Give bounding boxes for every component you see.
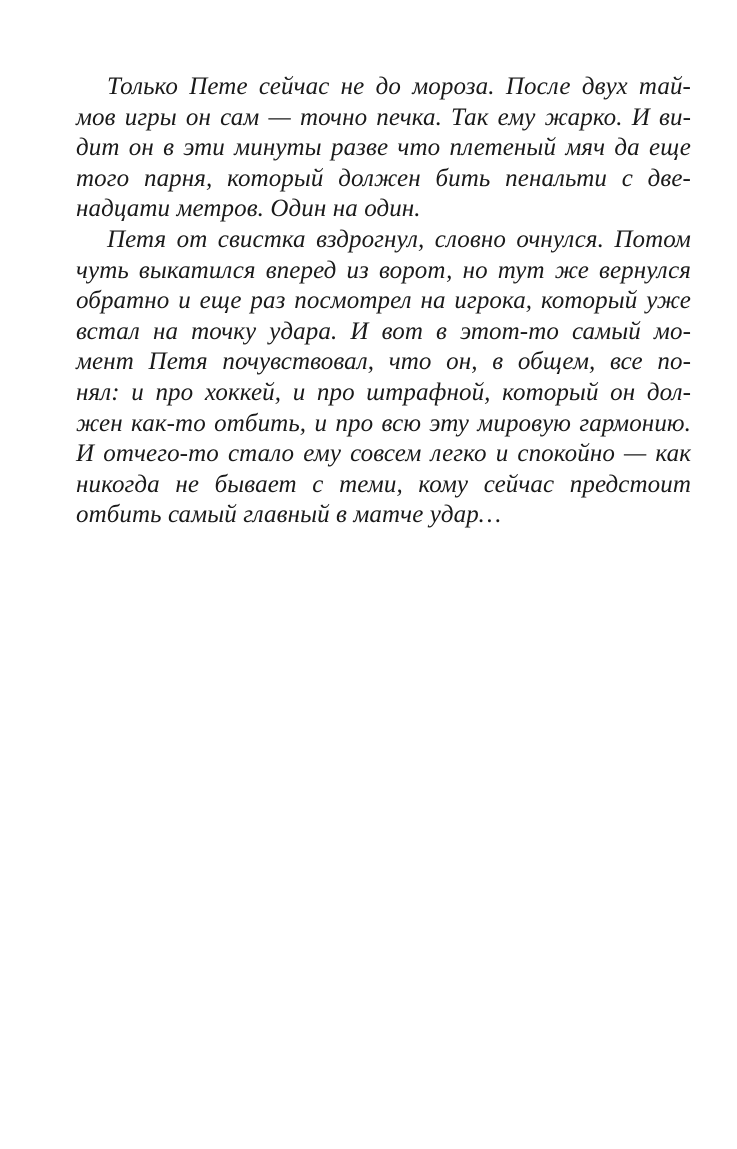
text-line: Только Пете сейчас не до мороза. После двух тай- [107, 73, 691, 100]
text-line: надцати метров. Один на один. [76, 195, 421, 223]
paragraph-2 [76, 225, 691, 531]
text-line: встал на точку удара. И вот в этот-то самый мо- [76, 317, 691, 345]
text-line: Петя от свистка вздрогнул, словно очнулся. Потом [107, 225, 691, 253]
text-line: нял: и про хоккей, и про штрафной, который он дол- [76, 378, 691, 406]
text-line: мент Петя почувствовал, что он, в общем, все по- [76, 348, 691, 376]
text-line: отбить самый главный в матче удар… [76, 501, 502, 529]
text-line: чуть выкатился вперед из ворот, но тут же вернулся [76, 256, 691, 284]
text-line: обратно и еще раз посмотрел на игрока, который уже [76, 287, 691, 315]
text-line: жен как-то отбить, и про всю эту мировую гармонию. [76, 409, 691, 437]
text-line: того парня, который должен бить пенальти с две- [76, 164, 691, 192]
paragraph-1 [76, 72, 691, 225]
text-line: дит он в эти минуты разве что плетеный мяч да еще [76, 134, 691, 162]
text-line: никогда не бывает с теми, кому сейчас предстоит [76, 470, 691, 498]
text-line: И отчего-то стало ему совсем легко и спокойно — как [76, 440, 691, 468]
text-block [76, 72, 691, 531]
text-line: мов игры он сам — точно печка. Так ему жарко. И ви- [76, 103, 691, 131]
